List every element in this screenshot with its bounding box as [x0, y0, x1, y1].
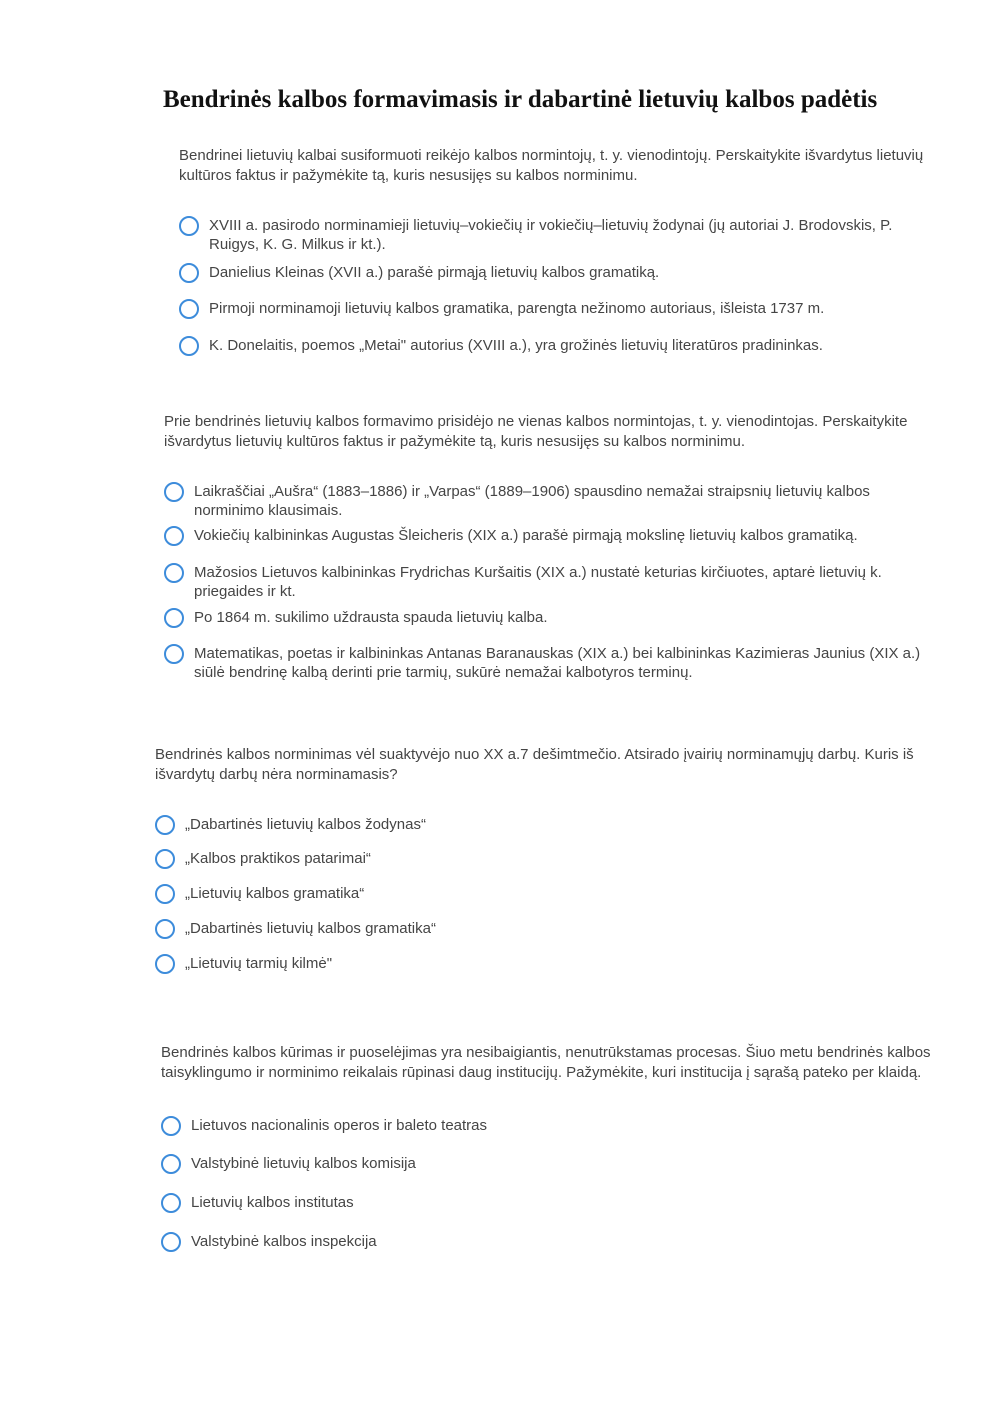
radio-circle-icon[interactable] — [161, 1232, 181, 1252]
question-4-option-2[interactable] — [161, 1154, 931, 1174]
question-1-options — [179, 186, 939, 406]
question-1-option-1[interactable] — [179, 216, 924, 254]
radio-circle-icon[interactable] — [179, 263, 199, 283]
page-title: Bendrinės kalbos formavimasis ir dabartinė lietuvių kalbos padėtis — [163, 86, 878, 113]
radio-circle-icon[interactable] — [161, 1193, 181, 1213]
question-2-option-5[interactable] — [164, 644, 924, 682]
question-1-option-3[interactable] — [179, 299, 924, 319]
question-1 — [179, 146, 939, 406]
question-3-options — [155, 785, 945, 985]
option-label: XVIII a. pasirodo norminamieji lietuvių–vokiečių ir vokiečių–lietuvių žodynai (jų autoriai J. Brodovskis, P. Ruigys, K. G. Milkus ir kt.). — [209, 217, 893, 253]
radio-circle-icon[interactable] — [179, 299, 199, 319]
radio-circle-icon[interactable] — [155, 815, 175, 835]
question-2-prompt: Prie bendrinės lietuvių kalbos formavimo prisidėjo ne vienas kalbos normintojas, t. y. vienodintojas. Perskaitykite išvardytus lietuvių kultūros faktus ir pažymėkite tą, kuris nesusijęs su kalbos norminimu. — [164, 413, 908, 450]
question-2-option-3[interactable] — [164, 563, 924, 601]
option-label: Laikraščiai „Aušra“ (1883–1886) ir „Varpas“ (1889–1906) spausdino nemažai straipsnių lietuvių kalbos norminimo klausimais. — [194, 483, 870, 519]
question-3-option-4[interactable] — [155, 919, 935, 939]
question-4-option-4[interactable] — [161, 1232, 931, 1252]
radio-circle-icon[interactable] — [161, 1116, 181, 1136]
question-2-options — [164, 452, 934, 692]
option-label: „Dabartinės lietuvių kalbos žodynas“ — [185, 816, 426, 833]
radio-circle-icon[interactable] — [179, 216, 199, 236]
question-3-prompt: Bendrinės kalbos norminimas vėl suaktyvėjo nuo XX a.7 dešimtmečio. Atsirado įvairių norminamųjų darbų. Kuris iš išvardytų darbų nėra norminamasis? — [155, 746, 914, 783]
question-3 — [155, 745, 945, 985]
radio-circle-icon[interactable] — [155, 884, 175, 904]
radio-circle-icon[interactable] — [164, 482, 184, 502]
option-label: Danielius Kleinas (XVII a.) parašė pirmąją lietuvių kalbos gramatiką. — [209, 264, 660, 281]
question-3-option-2[interactable] — [155, 849, 935, 869]
question-3-option-1[interactable] — [155, 815, 935, 835]
radio-circle-icon[interactable] — [164, 608, 184, 628]
radio-circle-icon[interactable] — [155, 954, 175, 974]
option-label: „Dabartinės lietuvių kalbos gramatika“ — [185, 920, 436, 937]
question-4-option-1[interactable] — [161, 1116, 931, 1136]
question-3-option-5[interactable] — [155, 954, 935, 974]
question-2 — [164, 412, 934, 692]
question-4 — [161, 1043, 941, 1263]
radio-circle-icon[interactable] — [179, 336, 199, 356]
option-label: „Kalbos praktikos patarimai“ — [185, 850, 371, 867]
option-label: Valstybinė lietuvių kalbos komisija — [191, 1155, 416, 1172]
question-2-option-1[interactable] — [164, 482, 924, 520]
question-4-options — [161, 1083, 941, 1263]
option-label: Lietuvių kalbos institutas — [191, 1194, 354, 1211]
question-3-option-3[interactable] — [155, 884, 935, 904]
question-1-option-4[interactable] — [179, 336, 924, 356]
question-4-option-3[interactable] — [161, 1193, 931, 1213]
option-label: Mažosios Lietuvos kalbininkas Frydrichas Kuršaitis (XIX a.) nustatė keturias kirčiuotes, aptarė lietuvių k. priegaides ir kt. — [194, 564, 882, 600]
option-label: „Lietuvių tarmių kilmė" — [185, 955, 333, 972]
radio-circle-icon[interactable] — [164, 526, 184, 546]
radio-circle-icon[interactable] — [161, 1154, 181, 1174]
radio-circle-icon[interactable] — [164, 644, 184, 664]
option-label: Pirmoji norminamoji lietuvių kalbos gramatika, parengta nežinomo autoriaus, išleista 1737 m. — [209, 300, 825, 317]
question-2-option-4[interactable] — [164, 608, 924, 628]
option-label: Valstybinė kalbos inspekcija — [191, 1233, 377, 1250]
option-label: K. Donelaitis, poemos „Metai" autorius (XVIII a.), yra grožinės lietuvių literatūros pradininkas. — [209, 337, 823, 354]
option-label: Po 1864 m. sukilimo uždrausta spauda lietuvių kalba. — [194, 609, 548, 626]
radio-circle-icon[interactable] — [155, 919, 175, 939]
radio-circle-icon[interactable] — [155, 849, 175, 869]
option-label: „Lietuvių kalbos gramatika“ — [185, 885, 365, 902]
option-label: Lietuvos nacionalinis operos ir baleto teatras — [191, 1117, 488, 1134]
radio-circle-icon[interactable] — [164, 563, 184, 583]
option-label: Vokiečių kalbininkas Augustas Šleicheris (XIX a.) parašė pirmąją mokslinę lietuvių kalbos gramatiką. — [194, 527, 858, 544]
question-1-prompt: Bendrinei lietuvių kalbai susiformuoti reikėjo kalbos normintojų, t. y. vienodintojų. Perskaitykite išvardytus lietuvių kultūros faktus ir pažymėkite tą, kuris nesusijęs su kalbos norminimu. — [179, 147, 924, 184]
option-label: Matematikas, poetas ir kalbininkas Antanas Baranauskas (XIX a.) bei kalbininkas Kazimieras Jaunius (XIX a.) siūlė bendrinę kalbą derinti prie tarmių, sukūrė nemažai kalbotyros terminų. — [194, 645, 921, 681]
question-4-prompt: Bendrinės kalbos kūrimas ir puoselėjimas yra nesibaigiantis, nenutrūkstamas procesas. Šiuo metu bendrinės kalbos taisyklingumo ir norminimo reikalais rūpinasi daug institucijų. Pažymėkite, kuri institucija į sąrašą pateko per klaidą. — [161, 1044, 931, 1081]
question-1-option-2[interactable] — [179, 263, 924, 283]
question-2-option-2[interactable] — [164, 526, 924, 546]
